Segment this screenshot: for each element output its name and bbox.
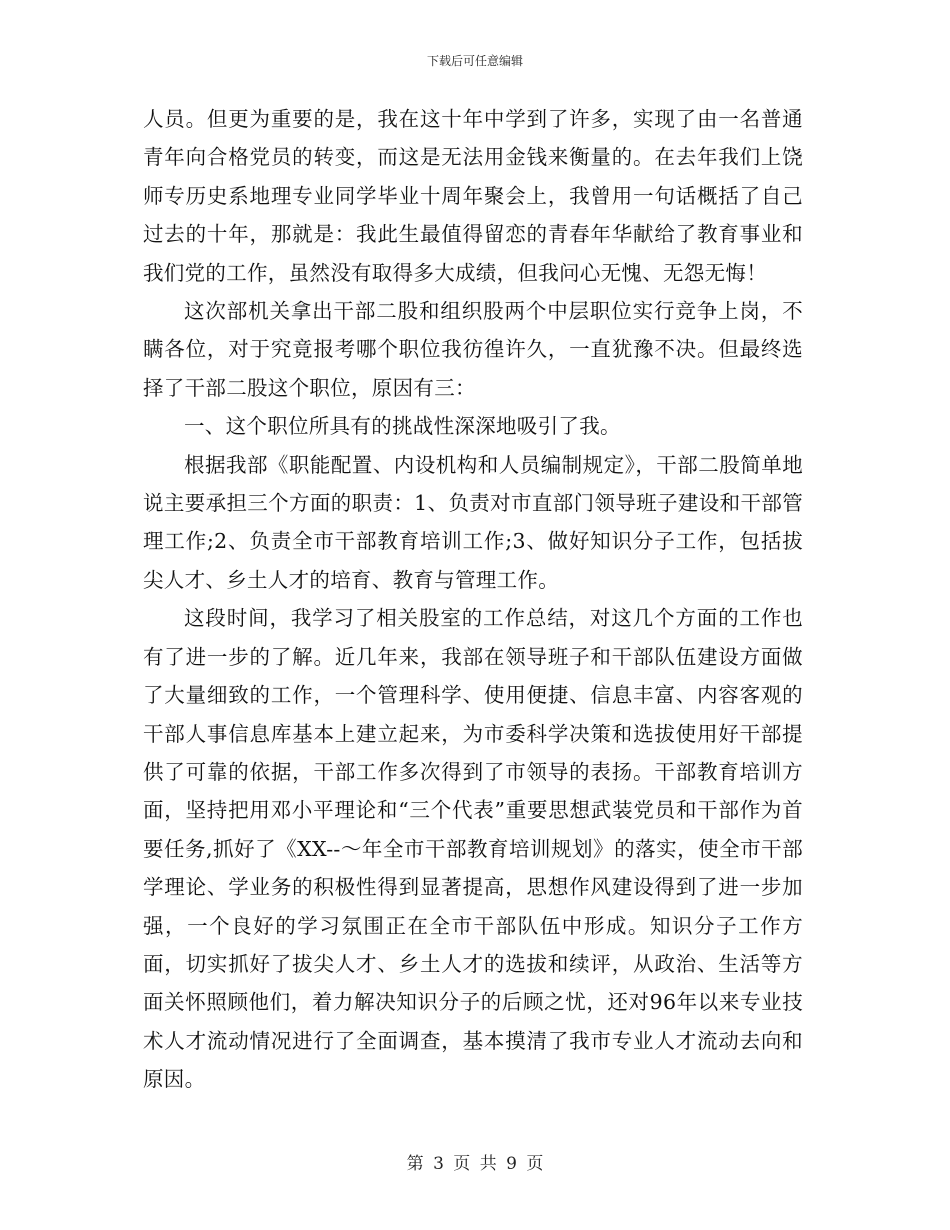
page-number: 第 3 页 共 9 页 (406, 1154, 544, 1174)
paragraph-reason-one-heading: 一、这个职位所具有的挑战性深深地吸引了我。 (184, 414, 621, 439)
document-body (143, 100, 803, 1099)
paragraph-duties: 根据我部《职能配置、内设机构和人员编制规定》，干部二股简单地说主要承担三个方面的职责：1、负责对市直部门领导班子建设和干部管理工作;2、负责全市干部教育培训工作;3、做好知识分子工作，包括拔尖人才、乡土人才的培育、教育与管理工作。 (143, 452, 803, 592)
paragraph-work-review: 这段时间，我学习了相关股室的工作总结，对这几个方面的工作也有了进一步的了解。近几年来，我部在领导班子和干部队伍建设方面做了大量细致的工作，一个管理科学、使用便捷、信息丰富、内容客观的干部人事信息库基本上建立起来，为市委科学决策和选拔使用好干部提供了可靠的依据，干部工作多次得到了市领导的表扬。干部教育培训方面，坚持把用邓小平理论和“三个代表”重要思想武装党员和干部作为首要任务,抓好了《XX--～年全市干部教育培训规划》的落实，使全市干部学理论、学业务的积极性得到显著提高，思想作风建设得到了进一步加强，一个良好的学习氛围正在全市干部队伍中形成。知识分子工作方面，切实抓好了拔尖人才、乡土人才的选拔和续评，从政治、生活等方面关怀照顾他们，着力解决知识分子的后顾之忧，还对96年以来专业技术人才流动情况进行了全面调查，基本摸清了我市专业人才流动去向和原因。 (143, 606, 803, 1092)
paragraph-competition: 这次部机关拿出干部二股和组织股两个中层职位实行竞争上岗，不瞒各位，对于究竟报考哪个职位我彷徨许久，一直犹豫不决。但最终选择了干部二股这个职位，原因有三： (143, 299, 803, 400)
page-header-note: 下载后可任意编辑 (426, 54, 523, 68)
paragraph-continuation: 人员。但更为重要的是，我在这十年中学到了许多，实现了由一名普通青年向合格党员的转变，而这是无法用金钱来衡量的。在去年我们上饶师专历史系地理专业同学毕业十周年聚会上，我曾用一句话概括了自己过去的十年，那就是：我此生最值得留恋的青春年华献给了教育事业和我们党的工作，虽然没有取得多大成绩，但我问心无愧、无怨无悔！ (143, 107, 803, 285)
